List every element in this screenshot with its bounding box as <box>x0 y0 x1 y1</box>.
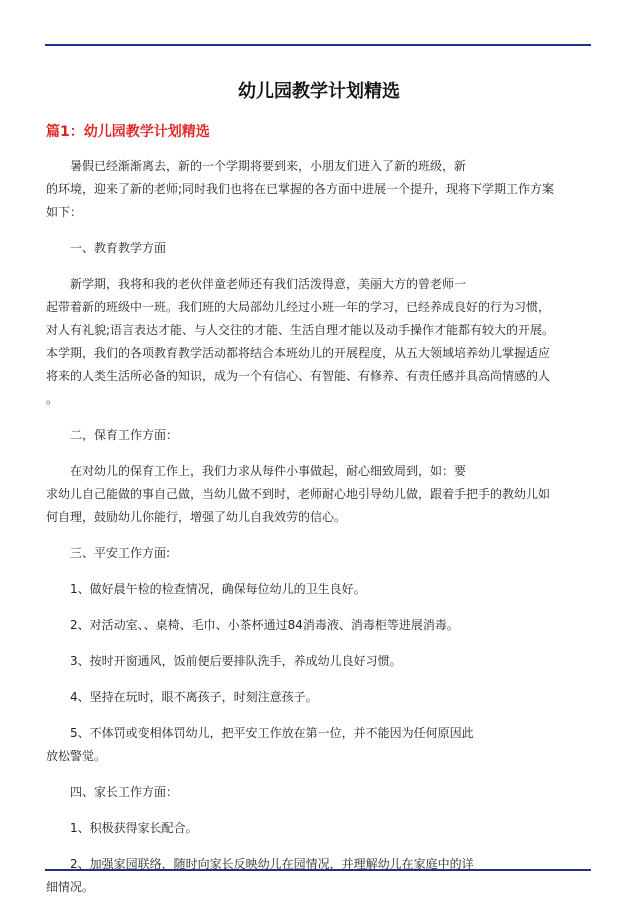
list-item <box>46 578 592 601</box>
subheading <box>46 542 592 565</box>
paragraph-line: 细情况。 <box>46 880 95 894</box>
paragraph-line: 本学期，我们的各项教育教学活动都将结合本班幼儿的开展程度，从五大领域培养幼儿掌握适应 <box>46 346 551 360</box>
paragraph-line: 2、对活动室、、桌椅、毛巾、小茶杯通过84消毒液、消毒柜等进展消毒。 <box>70 618 459 632</box>
paragraph-line: 何自理，鼓励幼儿你能行，增强了幼儿自我效劳的信心。 <box>46 510 347 524</box>
top-rule <box>45 44 591 46</box>
list-item <box>46 853 592 899</box>
paragraph-line: 2、加强家园联络，随时向家长反映幼儿在园情况，并理解幼儿在家庭中的详 <box>70 857 474 871</box>
paragraph-line: 1、积极获得家长配合。 <box>70 821 198 835</box>
paragraph-line: 将来的人类生活所必备的知识，成为一个有信心、有智能、有修养、有责任感并具高尚情感的人 <box>46 369 551 383</box>
paragraph-line: 四、家长工作方面： <box>70 785 179 799</box>
list-item <box>46 686 592 709</box>
paragraph-line: 的环境，迎来了新的老师;同时我们也将在已掌握的各方面中进展一个提升，现将下学期工作方案 <box>46 182 555 196</box>
paragraph-line: 3、按时开窗通风，饭前便后要排队洗手，养成幼儿良好习惯。 <box>70 654 402 668</box>
paragraph-line: 1、做好晨午检的检查情况，确保每位幼儿的卫生良好。 <box>70 582 366 596</box>
list-item <box>46 817 592 840</box>
paragraph-line: 如下： <box>46 205 83 219</box>
document-body <box>46 80 592 912</box>
paragraph-line: 4、坚持在玩时，眼不离孩子，时刻注意孩子。 <box>70 690 318 704</box>
bottom-rule <box>45 869 591 871</box>
document-title: 幼儿园教学计划精选 <box>238 81 400 102</box>
paragraph <box>46 460 592 529</box>
list-item <box>46 650 592 673</box>
list-item <box>46 722 592 768</box>
paragraph-line: 放松警觉。 <box>46 749 107 763</box>
paragraph-line: 起带着新的班级中一班。我们班的大局部幼儿经过小班一年的学习，已经养成良好的行为习惯， <box>46 300 551 314</box>
paragraph-line: 对人有礼貌;语言表达才能、与人交往的才能、生活自理才能以及动手操作才能都有较大的开展。 <box>46 323 555 337</box>
paragraph-line: 5、不体罚或变相体罚幼儿，把平安工作放在第一位，并不能因为任何原因此 <box>70 726 474 740</box>
list-item <box>46 614 592 637</box>
paragraph-line: 三、平安工作方面: <box>70 546 171 560</box>
section-title: 篇1：幼儿园教学计划精选 <box>46 124 210 140</box>
subheading <box>46 781 592 804</box>
paragraph-line: 一、教育教学方面 <box>70 241 167 255</box>
paragraph-line: 在对幼儿的保育工作上，我们力求从每件小事做起，耐心细致周到，如：要 <box>70 464 467 478</box>
paragraph-line: 二，保育工作方面： <box>70 428 179 442</box>
paragraph-line: 暑假已经渐渐离去，新的一个学期将要到来，小朋友们进入了新的班级，新 <box>70 159 467 173</box>
subheading <box>46 237 592 260</box>
paragraph-line: 。 <box>46 392 59 406</box>
paragraph-line: 新学期，我将和我的老伙伴童老师还有我们活泼得意，美丽大方的曾老师一 <box>70 277 467 291</box>
paragraph <box>46 155 592 224</box>
paragraph <box>46 273 592 411</box>
subheading <box>46 424 592 447</box>
paragraph-line: 求幼儿自己能做的事自己做，当幼儿做不到时，老师耐心地引导幼儿做，跟着手把手的教幼儿如 <box>46 487 551 501</box>
